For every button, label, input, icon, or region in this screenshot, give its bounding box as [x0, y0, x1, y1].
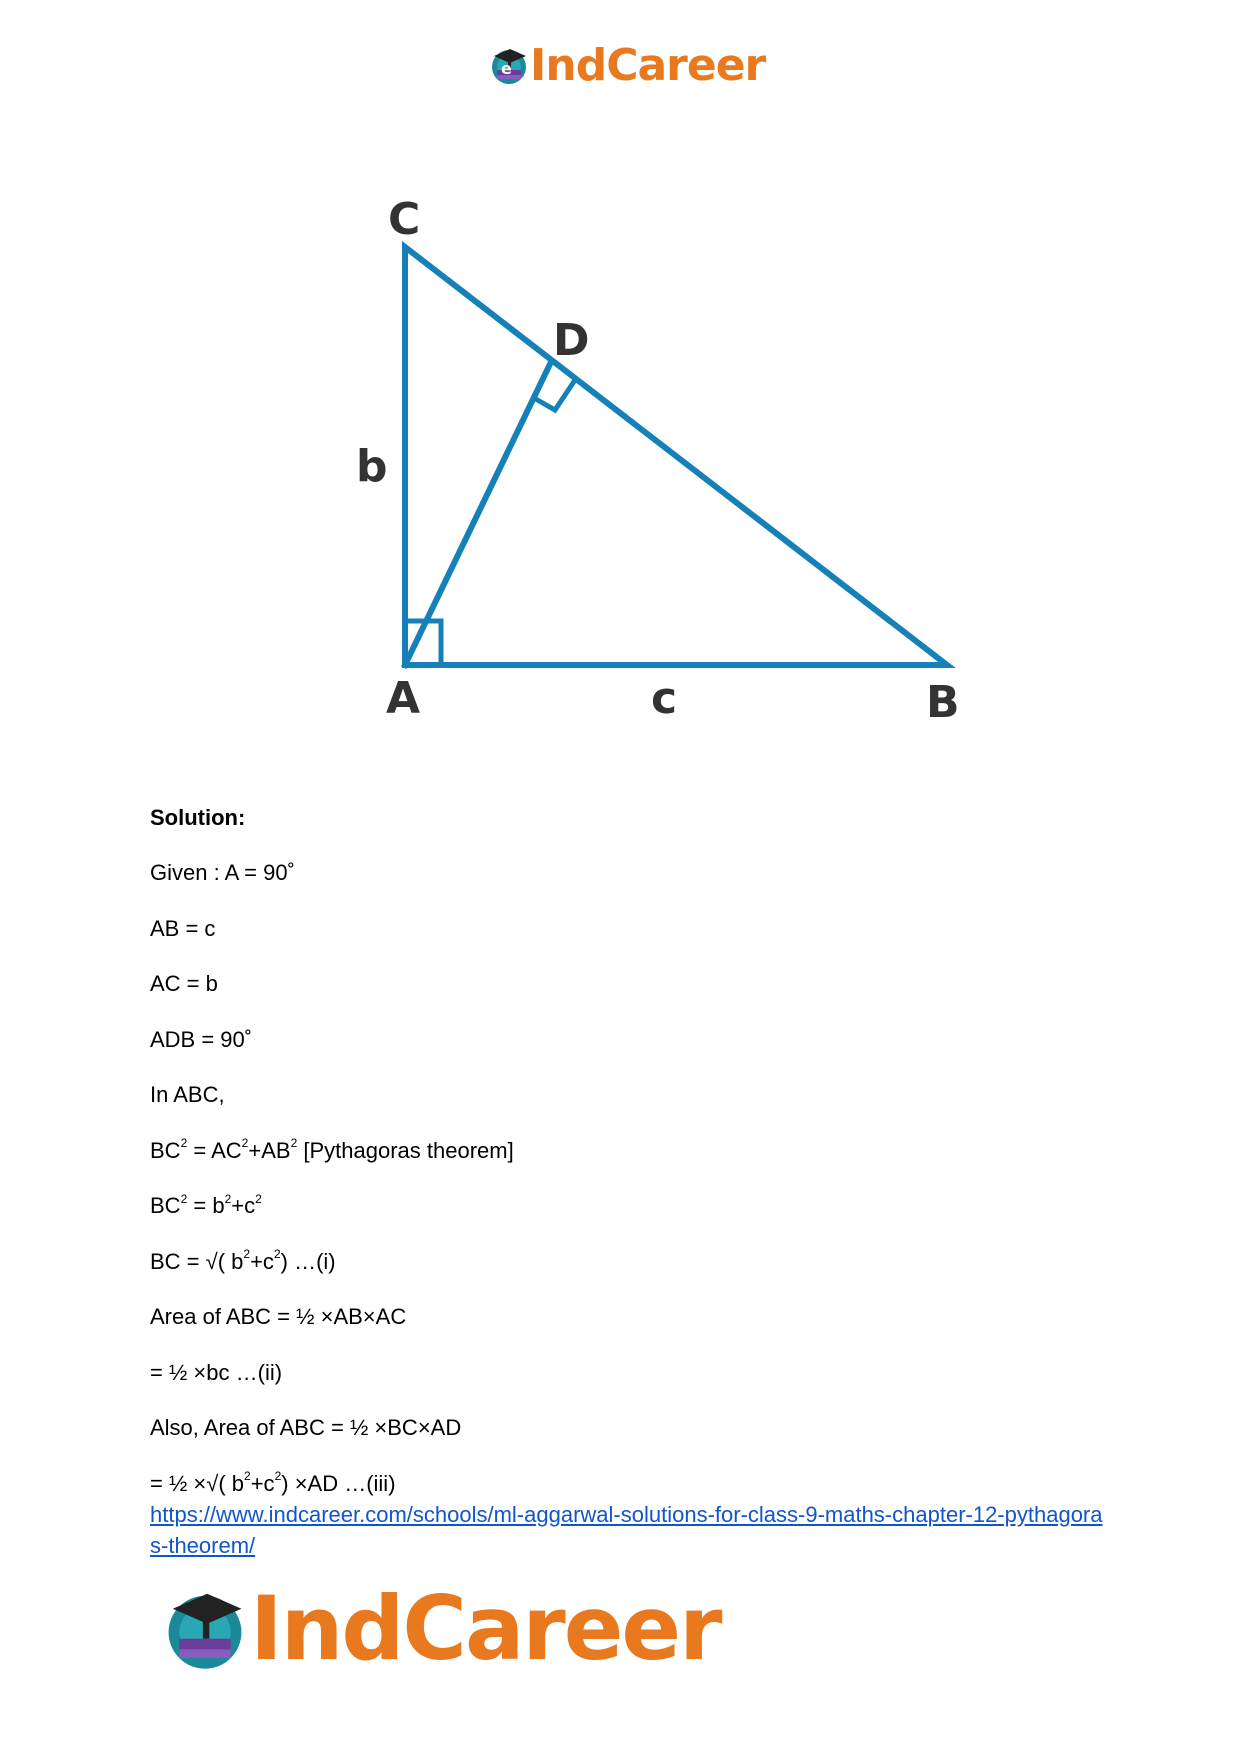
solution-line: ADB = 90˚ [150, 1026, 253, 1052]
source-link[interactable]: https://www.indcareer.com/schools/ml-aggarwal-solutions-for-class-9-maths-chapter-12-pythagoras-theorem/ [150, 1502, 1103, 1558]
solution-heading: Solution: [150, 805, 246, 830]
side-label-c: c [651, 673, 678, 724]
svg-text:e: e [501, 59, 512, 78]
vertex-label-c: C [388, 194, 421, 245]
triangle-diagram [0, 0, 1242, 760]
solution-line: = ½ ×bc …(ii) [150, 1359, 283, 1385]
vertex-label-b: B [926, 677, 960, 728]
solution-line: In ABC, [150, 1082, 225, 1107]
vertex-label-d: D [553, 315, 590, 366]
solution-line: $BC^2 = b^2+c^2$ [150, 1191, 262, 1218]
logo-text: IndCareer [530, 39, 766, 91]
triangle-abc [405, 247, 947, 665]
footer-logo[interactable] [160, 1578, 721, 1678]
solution-line: BC = √( $b^2+c^2$) …(i) [150, 1247, 336, 1274]
logo-text: IndCareer [250, 1576, 721, 1680]
solution-line: = ½ ×√( $b^2+c^2) \times AD$ …(iii) [150, 1469, 396, 1496]
graduation-book-icon [160, 1583, 250, 1673]
side-label-b: b [356, 441, 388, 492]
solution-line: $BC^2 = AC^2+AB^2$ [Pythagoras theorem] [150, 1136, 514, 1163]
solution-line: Area of ABC = ½ ×AB×AC [150, 1304, 407, 1329]
solution-line: Given : A = 90˚ [150, 860, 295, 885]
solution-line: AC = b [150, 971, 218, 996]
solution-line: AB = c [150, 915, 216, 941]
solution-line: Also, Area of ABC = ½ ×BC×AD [150, 1415, 462, 1440]
vertex-label-a: A [386, 673, 421, 724]
